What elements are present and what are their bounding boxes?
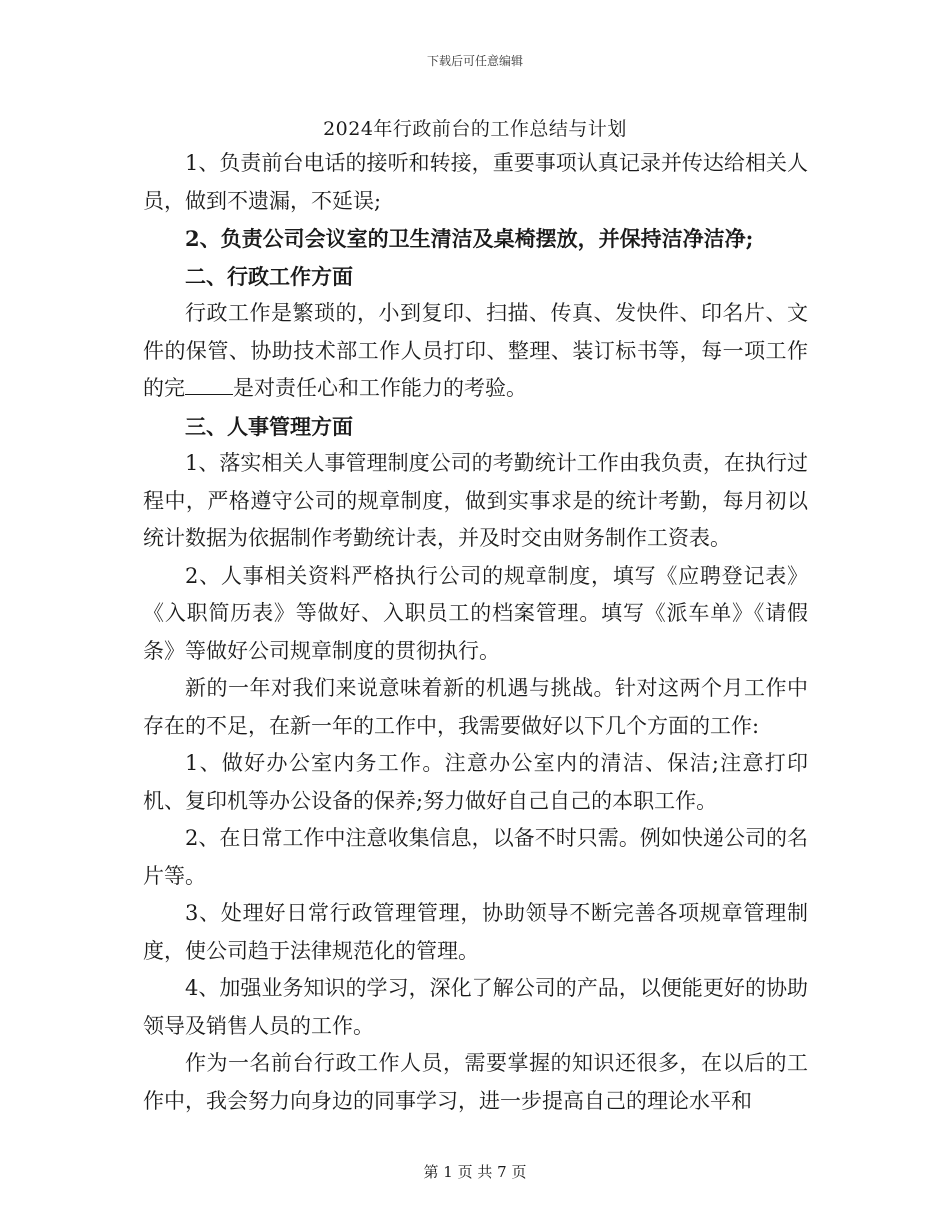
page-footer: 第 1 页 共 7 页 — [423, 1163, 527, 1181]
fill-blank-underline — [185, 376, 233, 395]
paragraph: 1、做好办公室内务工作。注意办公室内的清洁、保洁;注意打印机、复印机等办公设备的保养;努力做好自己自己的本职工作。 — [143, 751, 808, 813]
paragraph: 1、落实相关人事管理制度公司的考勤统计工作由我负责，在执行过程中，严格遵守公司的规章制度，做到实事求是的统计考勤，每月初以统计数据为依据制作考勤统计表，并及时交由财务制作工资表。 — [143, 451, 808, 550]
paragraph-bold: 2、负责公司会议室的卫生清洁及桌椅摆放，并保持洁净洁净; — [185, 226, 754, 251]
paragraph: 新的一年对我们来说意味着新的机遇与挑战。针对这两个月工作中存在的不足，在新一年的工作中，我需要做好以下几个方面的工作: — [143, 676, 808, 738]
paragraph: 作为一名前台行政工作人员，需要掌握的知识还很多，在以后的工作中，我会努力向身边的同事学习，进一步提高自己的理论水平和 — [143, 1051, 808, 1113]
paragraph-text-after-blank: 是对责任心和工作能力的考验。 — [233, 376, 527, 400]
paragraph: 3、处理好日常行政管理管理，协助领导不断完善各项规章管理制度，使公司趋于法律规范化的管理。 — [143, 901, 808, 963]
paragraph: 2、在日常工作中注意收集信息，以备不时只需。例如快递公司的名片等。 — [143, 826, 808, 888]
page-header: 下载后可任意编辑 — [426, 54, 523, 68]
paragraph: 1、负责前台电话的接听和转接，重要事项认真记录并传达给相关人员，做到不遗漏，不延误; — [143, 151, 808, 213]
paragraph: 2、人事相关资料严格执行公司的规章制度，填写《应聘登记表》《入职简历表》等做好、入职员工的档案管理。填写《派车单》《请假条》等做好公司规章制度的贯彻执行。 — [143, 563, 808, 663]
section-heading-hr: 三、人事管理方面 — [185, 413, 353, 439]
paragraph: 4、加强业务知识的学习，深化了解公司的产品，以便能更好的协助领导及销售人员的工作。 — [143, 976, 808, 1038]
document-title: 2024年行政前台的工作总结与计划 — [323, 118, 627, 140]
paragraph-text-before-blank: 行政工作是繁琐的，小到复印、扫描、传真、发快件、印名片、文件的保管、协助技术部工作人员打印、整理、装订标书等，每一项工作的完 — [143, 301, 808, 400]
section-heading-admin: 二、行政工作方面 — [185, 263, 353, 289]
document-body — [143, 145, 808, 1120]
paragraph-with-blank — [143, 295, 808, 408]
